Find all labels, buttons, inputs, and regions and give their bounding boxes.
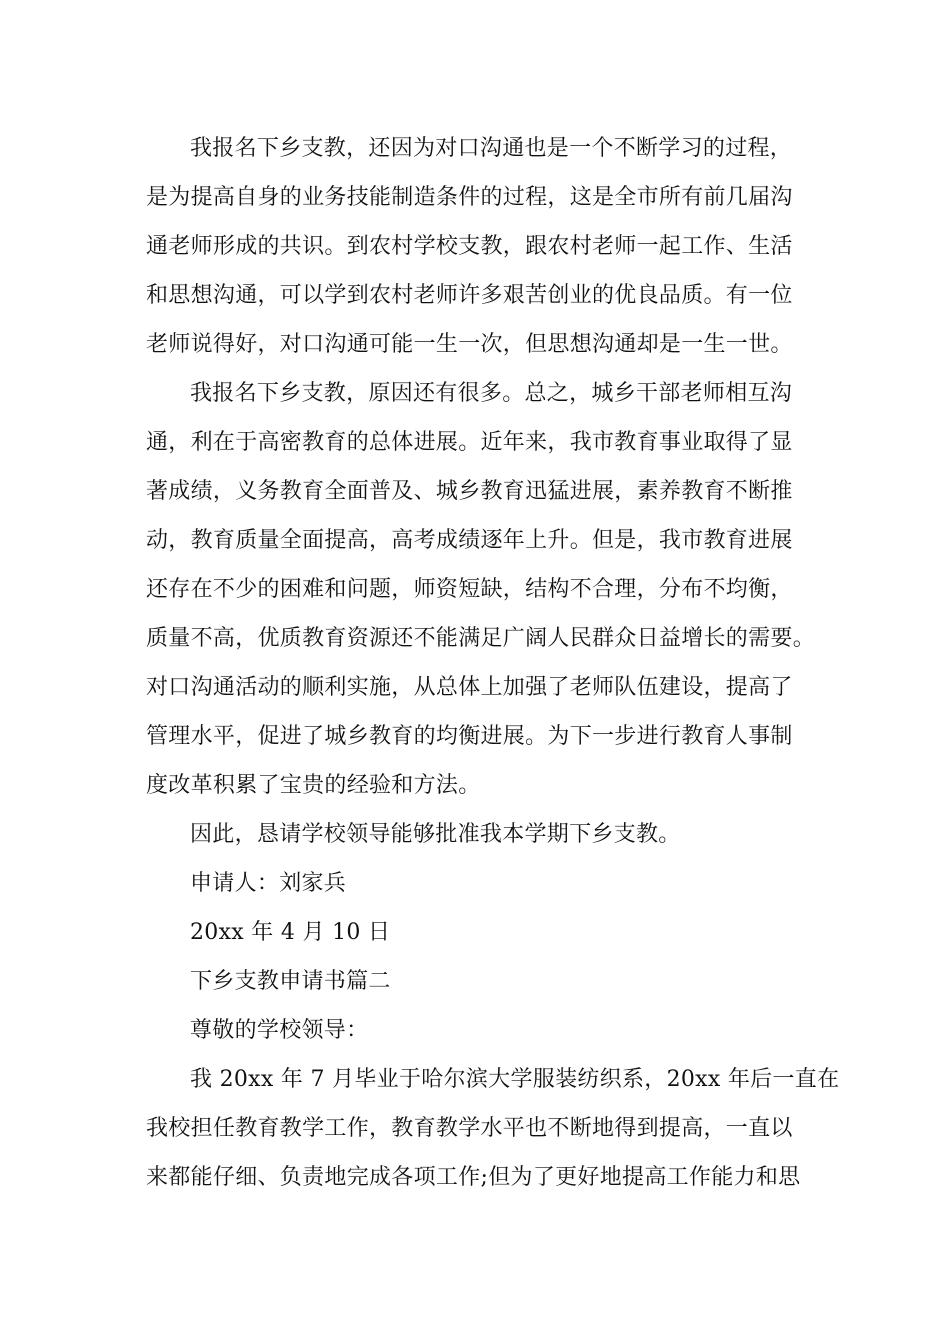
text-line: 来都能仔细、负责地完成各项工作;但为了更好地提高工作能力和思: [146, 1165, 801, 1190]
document-body: [146, 124, 840, 1202]
text-line: 我报名下乡支教，还因为对口沟通也是一个不断学习的过程，: [190, 136, 793, 161]
text-line: 下乡支教申请书篇二: [190, 969, 391, 994]
text-line: 动，教育质量全面提高，高考成绩逐年上升。但是，我市教育进展: [146, 528, 793, 553]
text-line: 是为提高自身的业务技能制造条件的过程，这是全市所有前几届沟: [146, 185, 793, 210]
text-line: 和思想沟通，可以学到农村老师许多艰苦创业的优良品质。有一位: [146, 283, 793, 308]
text-line: 著成绩，义务教育全面普及、城乡教育迅猛进展，素养教育不断推: [146, 479, 793, 504]
text-line: 度改革积累了宝贵的经验和方法。: [146, 773, 481, 798]
text-line: 尊敬的学校领导：: [190, 1018, 369, 1043]
text-line: 质量不高，优质教育资源还不能满足广阔人民群众日益增长的需要。: [146, 626, 816, 651]
text-line: 我 20xx 年 7 月毕业于哈尔滨大学服装纺织系，20xx 年后一直在: [190, 1067, 840, 1092]
text-line: 还存在不少的困难和问题，师资短缺，结构不合理，分布不均衡，: [146, 577, 793, 602]
text-line: 我校担任教育教学工作，教育教学水平也不断地得到提高，一直以: [146, 1116, 793, 1141]
text-line: 通，利在于高密教育的总体进展。近年来，我市教育事业取得了显: [146, 430, 793, 455]
text-line: 我报名下乡支教，原因还有很多。总之，城乡干部老师相互沟: [190, 381, 793, 406]
text-line: 因此，恳请学校领导能够批准我本学期下乡支教。: [190, 822, 681, 847]
text-line: 对口沟通活动的顺利实施，从总体上加强了老师队伍建设，提高了: [146, 675, 793, 700]
text-line: 老师说得好，对口沟通可能一生一次，但思想沟通却是一生一世。: [146, 332, 793, 357]
text-line: 申请人：刘家兵: [190, 871, 347, 896]
text-line: 20xx 年 4 月 10 日: [190, 920, 391, 945]
text-line: 管理水平，促进了城乡教育的均衡进展。为下一步进行教育人事制: [146, 724, 793, 749]
text-line: 通老师形成的共识。到农村学校支教，跟农村老师一起工作、生活: [146, 234, 793, 259]
